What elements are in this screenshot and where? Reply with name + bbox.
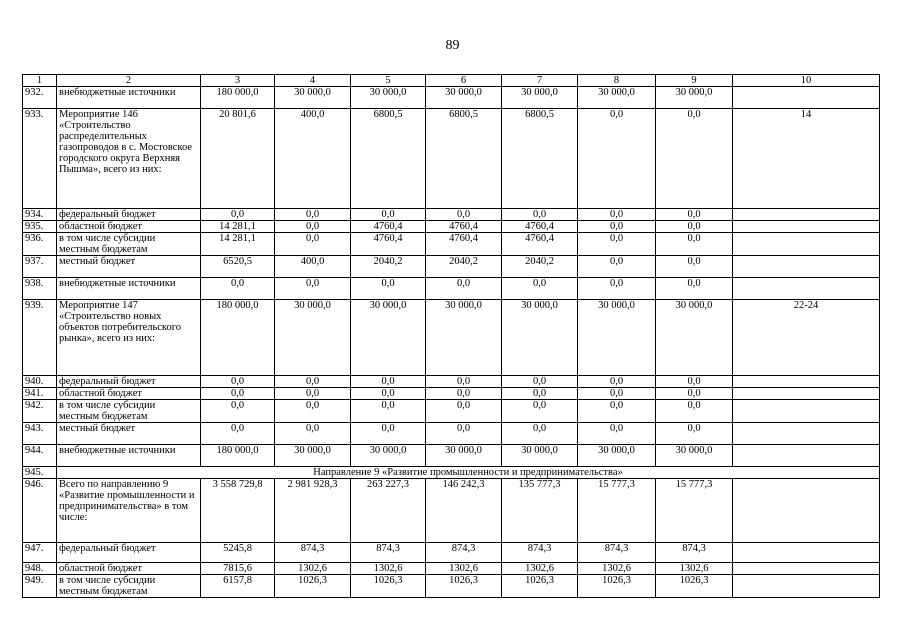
value-cell: 4760,4 [426,233,502,256]
value-cell: 6800,5 [426,109,502,209]
value-cell: 6800,5 [502,109,578,209]
row-label: областной бюджет [57,563,201,575]
value-cell: 0,0 [578,256,656,278]
value-cell: 0,0 [502,278,578,300]
row-label: в том числе субсидии местным бюджетам [57,233,201,256]
value-cell: 180 000,0 [201,445,275,467]
table-row [23,300,880,376]
section-title: Направление 9 «Развитие промышленности и предпринимательства» [57,467,880,479]
reference-cell [733,400,880,423]
row-label: областной бюджет [57,388,201,400]
value-cell: 0,0 [201,278,275,300]
value-cell: 0,0 [275,233,351,256]
table-row [23,376,880,388]
value-cell: 874,3 [426,543,502,563]
row-number: 933. [23,109,57,209]
row-label: федеральный бюджет [57,543,201,563]
value-cell: 263 227,3 [351,479,426,543]
table-row [23,256,880,278]
row-number: 936. [23,233,57,256]
value-cell: 0,0 [578,400,656,423]
row-number: 945. [23,467,57,479]
table-row [23,109,880,209]
table-row [23,563,880,575]
value-cell: 0,0 [656,423,733,445]
value-cell: 1302,6 [426,563,502,575]
value-cell: 1026,3 [578,575,656,598]
row-number: 937. [23,256,57,278]
value-cell: 0,0 [578,109,656,209]
value-cell: 0,0 [578,423,656,445]
value-cell: 0,0 [656,388,733,400]
column-header: 4 [275,75,351,87]
value-cell: 30 000,0 [578,87,656,109]
value-cell: 1302,6 [578,563,656,575]
value-cell: 0,0 [656,109,733,209]
value-cell: 15 777,3 [656,479,733,543]
value-cell: 874,3 [275,543,351,563]
row-label: федеральный бюджет [57,376,201,388]
value-cell: 0,0 [351,388,426,400]
value-cell: 1302,6 [351,563,426,575]
value-cell: 4760,4 [351,221,426,233]
row-number: 947. [23,543,57,563]
value-cell: 2040,2 [502,256,578,278]
row-number: 939. [23,300,57,376]
table-row [23,233,880,256]
value-cell: 0,0 [426,423,502,445]
value-cell: 4760,4 [502,221,578,233]
value-cell: 30 000,0 [502,87,578,109]
value-cell: 1026,3 [426,575,502,598]
value-cell: 0,0 [502,423,578,445]
value-cell: 30 000,0 [502,300,578,376]
row-number: 941. [23,388,57,400]
column-header: 9 [656,75,733,87]
value-cell: 14 281,1 [201,233,275,256]
column-header: 1 [23,75,57,87]
table-row [23,221,880,233]
value-cell: 0,0 [351,423,426,445]
reference-cell [733,423,880,445]
value-cell: 0,0 [656,278,733,300]
value-cell: 3 558 729,8 [201,479,275,543]
reference-cell [733,209,880,221]
value-cell: 0,0 [578,278,656,300]
value-cell: 0,0 [201,209,275,221]
value-cell: 0,0 [275,221,351,233]
value-cell: 0,0 [426,209,502,221]
value-cell: 146 242,3 [426,479,502,543]
value-cell: 0,0 [201,376,275,388]
row-label: местный бюджет [57,256,201,278]
value-cell: 0,0 [578,221,656,233]
value-cell: 0,0 [275,423,351,445]
row-label: федеральный бюджет [57,209,201,221]
value-cell: 400,0 [275,109,351,209]
section-row [23,467,880,479]
value-cell: 0,0 [502,388,578,400]
row-number: 938. [23,278,57,300]
value-cell: 0,0 [351,209,426,221]
value-cell: 30 000,0 [656,87,733,109]
value-cell: 0,0 [201,388,275,400]
value-cell: 874,3 [578,543,656,563]
column-header: 8 [578,75,656,87]
value-cell: 1302,6 [656,563,733,575]
reference-cell [733,445,880,467]
value-cell: 180 000,0 [201,87,275,109]
row-label: внебюджетные источники [57,278,201,300]
value-cell: 1026,3 [351,575,426,598]
header-row [23,75,880,87]
value-cell: 30 000,0 [656,445,733,467]
row-number: 932. [23,87,57,109]
reference-cell [733,278,880,300]
value-cell: 4760,4 [426,221,502,233]
value-cell: 1302,6 [275,563,351,575]
column-header: 7 [502,75,578,87]
page-number: 89 [445,38,460,53]
value-cell: 30 000,0 [426,445,502,467]
value-cell: 400,0 [275,256,351,278]
value-cell: 874,3 [656,543,733,563]
value-cell: 0,0 [502,209,578,221]
value-cell: 30 000,0 [275,87,351,109]
reference-cell [733,563,880,575]
row-label: внебюджетные источники [57,445,201,467]
value-cell: 0,0 [502,400,578,423]
value-cell: 0,0 [275,209,351,221]
value-cell: 15 777,3 [578,479,656,543]
row-number: 948. [23,563,57,575]
value-cell: 0,0 [351,278,426,300]
value-cell: 0,0 [656,400,733,423]
value-cell: 2040,2 [351,256,426,278]
row-label: в том числе субсидии местным бюджетам [57,400,201,423]
row-number: 940. [23,376,57,388]
table-row [23,423,880,445]
value-cell: 1026,3 [502,575,578,598]
value-cell: 30 000,0 [351,300,426,376]
value-cell: 30 000,0 [426,300,502,376]
table-row [23,479,880,543]
reference-cell [733,221,880,233]
column-header: 3 [201,75,275,87]
value-cell: 2040,2 [426,256,502,278]
table-row [23,278,880,300]
value-cell: 0,0 [275,376,351,388]
value-cell: 14 281,1 [201,221,275,233]
row-label: Мероприятие 147 «Строительство новых объектов потребительского рынка», всего из них: [57,300,201,376]
reference-cell [733,543,880,563]
value-cell: 30 000,0 [502,445,578,467]
value-cell: 30 000,0 [426,87,502,109]
table-row [23,400,880,423]
table-row [23,209,880,221]
table-row [23,445,880,467]
value-cell: 180 000,0 [201,300,275,376]
value-cell: 30 000,0 [351,87,426,109]
value-cell: 0,0 [201,423,275,445]
row-number: 943. [23,423,57,445]
column-header: 6 [426,75,502,87]
value-cell: 0,0 [426,376,502,388]
row-number: 934. [23,209,57,221]
value-cell: 0,0 [656,221,733,233]
value-cell: 135 777,3 [502,479,578,543]
value-cell: 874,3 [351,543,426,563]
row-label: местный бюджет [57,423,201,445]
value-cell: 7815,6 [201,563,275,575]
reference-cell [733,479,880,543]
budget-table [22,74,880,598]
value-cell: 0,0 [656,376,733,388]
value-cell: 0,0 [426,400,502,423]
value-cell: 30 000,0 [351,445,426,467]
column-header: 10 [733,75,880,87]
value-cell: 0,0 [578,388,656,400]
value-cell: 6157,8 [201,575,275,598]
row-number: 949. [23,575,57,598]
row-label: областной бюджет [57,221,201,233]
value-cell: 30 000,0 [656,300,733,376]
column-header: 2 [57,75,201,87]
row-number: 946. [23,479,57,543]
value-cell: 1302,6 [502,563,578,575]
row-label: Мероприятие 146 «Строительство распределительных газопроводов в с. Мостовское городского округа Верхняя Пышма», всего из них: [57,109,201,209]
value-cell: 0,0 [578,376,656,388]
value-cell: 0,0 [656,209,733,221]
table-row [23,575,880,598]
reference-cell: 14 [733,109,880,209]
reference-cell [733,376,880,388]
value-cell: 0,0 [426,388,502,400]
value-cell: 0,0 [275,400,351,423]
reference-cell [733,233,880,256]
value-cell: 0,0 [578,233,656,256]
row-number: 944. [23,445,57,467]
value-cell: 0,0 [275,278,351,300]
value-cell: 0,0 [656,233,733,256]
value-cell: 0,0 [351,400,426,423]
value-cell: 0,0 [656,256,733,278]
value-cell: 0,0 [351,376,426,388]
value-cell: 30 000,0 [578,445,656,467]
value-cell: 0,0 [275,388,351,400]
value-cell: 0,0 [502,376,578,388]
table-row [23,87,880,109]
value-cell: 5245,8 [201,543,275,563]
value-cell: 4760,4 [502,233,578,256]
reference-cell: 22-24 [733,300,880,376]
row-label: внебюджетные источники [57,87,201,109]
reference-cell [733,256,880,278]
value-cell: 30 000,0 [275,445,351,467]
value-cell: 1026,3 [275,575,351,598]
value-cell: 6800,5 [351,109,426,209]
value-cell: 30 000,0 [578,300,656,376]
value-cell: 0,0 [426,278,502,300]
value-cell: 0,0 [578,209,656,221]
value-cell: 874,3 [502,543,578,563]
row-label: в том числе субсидии местным бюджетам [57,575,201,598]
table-row [23,388,880,400]
reference-cell [733,87,880,109]
column-header: 5 [351,75,426,87]
value-cell: 6520,5 [201,256,275,278]
value-cell: 0,0 [201,400,275,423]
reference-cell [733,575,880,598]
value-cell: 2 981 928,3 [275,479,351,543]
value-cell: 1026,3 [656,575,733,598]
value-cell: 20 801,6 [201,109,275,209]
reference-cell [733,388,880,400]
row-number: 935. [23,221,57,233]
table-row [23,543,880,563]
row-label: Всего по направлению 9 «Развитие промышленности и предпринимательства» в том числе: [57,479,201,543]
value-cell: 30 000,0 [275,300,351,376]
row-number: 942. [23,400,57,423]
value-cell: 4760,4 [351,233,426,256]
